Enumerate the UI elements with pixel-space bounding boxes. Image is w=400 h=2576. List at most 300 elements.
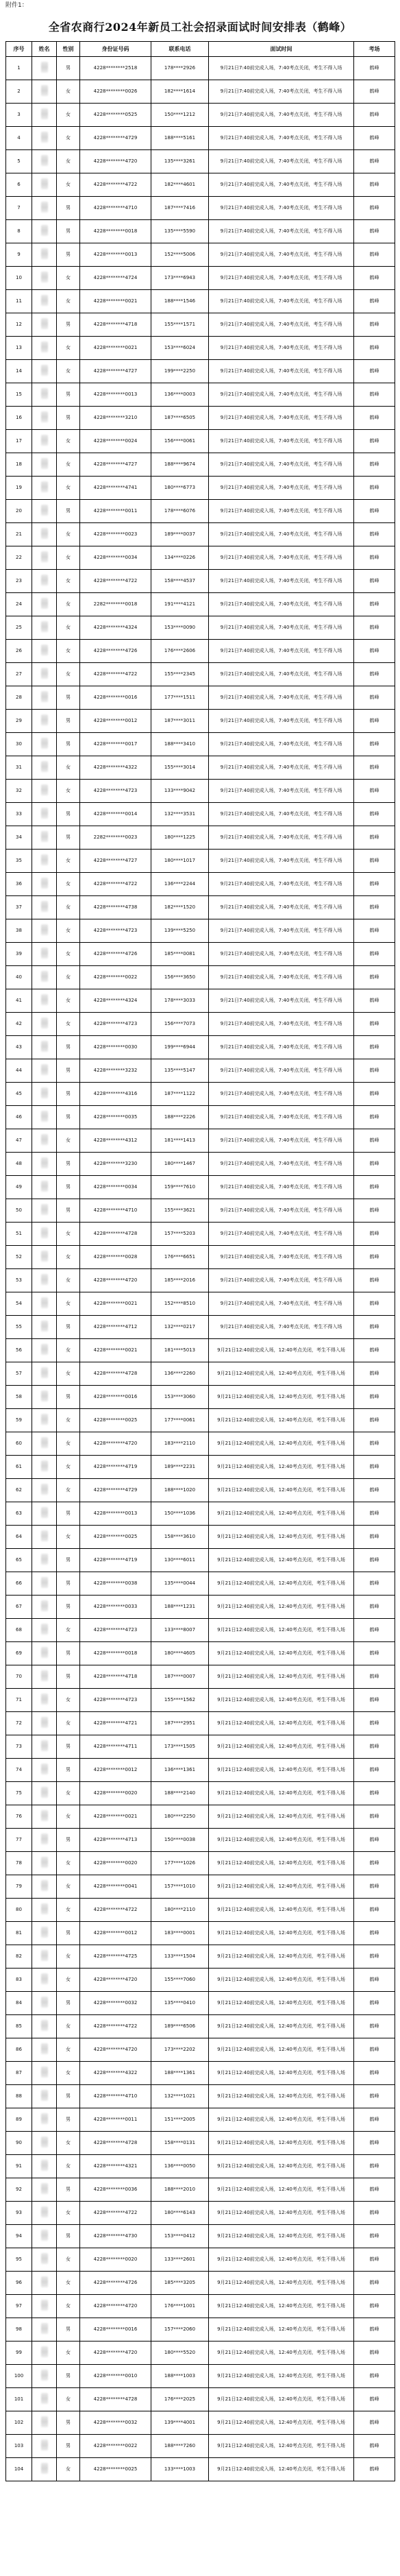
redacted-name-blur xyxy=(41,1414,48,1425)
row-phone: 156****7073 xyxy=(151,1013,209,1036)
redacted-name-blur xyxy=(41,435,48,446)
row-gender: 女 xyxy=(57,2038,80,2062)
row-venue: 鹤峰 xyxy=(354,686,395,710)
row-number: 5 xyxy=(6,150,32,173)
row-number: 16 xyxy=(6,407,32,430)
row-phone: 181****1413 xyxy=(151,1129,209,1153)
row-interview-time: 9月21日7:40前完成入场，7:40考点关闭，考生不得入场 xyxy=(209,780,354,803)
row-gender: 女 xyxy=(57,1362,80,1386)
row-phone: 136****2260 xyxy=(151,1362,209,1386)
row-gender: 女 xyxy=(57,919,80,943)
row-gender: 女 xyxy=(57,1339,80,1362)
row-name xyxy=(32,57,57,80)
row-interview-time: 9月21日12:40前完成入场，12:40考点关闭，考生不得入场 xyxy=(209,1479,354,1502)
row-name xyxy=(32,1875,57,1899)
row-interview-time: 9月21日12:40前完成入场，12:40考点关闭，考生不得入场 xyxy=(209,1409,354,1432)
row-interview-time: 9月21日12:40前完成入场，12:40考点关闭，考生不得入场 xyxy=(209,2085,354,2108)
row-venue: 鹤峰 xyxy=(354,1316,395,1339)
row-name xyxy=(32,616,57,640)
row-gender: 女 xyxy=(57,1479,80,1502)
row-phone: 135****0410 xyxy=(151,1992,209,2015)
table-row xyxy=(6,1316,395,1339)
row-id-number: 4228********4726 xyxy=(80,943,151,966)
row-gender: 男 xyxy=(57,2365,80,2388)
row-gender: 女 xyxy=(57,1852,80,1875)
redacted-name-blur xyxy=(41,948,48,959)
row-number: 53 xyxy=(6,1269,32,1292)
row-interview-time: 9月21日7:40前完成入场，7:40考点关闭，考生不得入场 xyxy=(209,383,354,407)
row-gender: 男 xyxy=(57,1642,80,1665)
table-row xyxy=(6,313,395,337)
row-number: 68 xyxy=(6,1619,32,1642)
row-name xyxy=(32,1176,57,1199)
row-venue: 鹤峰 xyxy=(354,2108,395,2132)
row-id-number: 4228********0022 xyxy=(80,966,151,989)
row-number: 9 xyxy=(6,243,32,267)
header-number: 序号 xyxy=(6,42,32,57)
row-number: 82 xyxy=(6,1945,32,1969)
row-name xyxy=(32,2318,57,2342)
table-row xyxy=(6,1013,395,1036)
row-venue: 鹤峰 xyxy=(354,896,395,919)
row-interview-time: 9月21日12:40前完成入场，12:40考点关闭，考生不得入场 xyxy=(209,2132,354,2155)
row-venue: 鹤峰 xyxy=(354,2085,395,2108)
row-phone: 132****3531 xyxy=(151,803,209,826)
row-phone: 188****1020 xyxy=(151,1479,209,1502)
row-name xyxy=(32,943,57,966)
row-id-number: 4228********0025 xyxy=(80,1409,151,1432)
row-venue: 鹤峰 xyxy=(354,640,395,663)
row-number: 91 xyxy=(6,2155,32,2178)
row-id-number: 4228********4728 xyxy=(80,2132,151,2155)
row-phone: 187****2951 xyxy=(151,1712,209,1735)
row-venue: 鹤峰 xyxy=(354,1409,395,1432)
row-name xyxy=(32,1596,57,1619)
redacted-name-blur xyxy=(41,1903,48,1914)
row-name xyxy=(32,1642,57,1665)
table-row xyxy=(6,1596,395,1619)
row-id-number: 2282********0018 xyxy=(80,593,151,616)
row-name xyxy=(32,2038,57,2062)
table-row xyxy=(6,2388,395,2411)
row-interview-time: 9月21日12:40前完成入场，12:40考点关闭，考生不得入场 xyxy=(209,1689,354,1712)
row-id-number: 4228********4710 xyxy=(80,2085,151,2108)
row-gender: 男 xyxy=(57,826,80,850)
row-id-number: 4228********4723 xyxy=(80,919,151,943)
row-name xyxy=(32,1246,57,1269)
row-phone: 188****1546 xyxy=(151,290,209,313)
row-name xyxy=(32,1549,57,1572)
row-gender: 女 xyxy=(57,780,80,803)
row-phone: 180****2110 xyxy=(151,1899,209,1922)
row-venue: 鹤峰 xyxy=(354,1992,395,2015)
row-gender: 男 xyxy=(57,1316,80,1339)
row-interview-time: 9月21日12:40前完成入场，12:40考点关闭，考生不得入场 xyxy=(209,1875,354,1899)
row-venue: 鹤峰 xyxy=(354,1339,395,1362)
table-row xyxy=(6,1992,395,2015)
row-interview-time: 9月21日12:40前完成入场，12:40考点关闭，考生不得入场 xyxy=(209,2062,354,2085)
row-phone: 188****2140 xyxy=(151,1782,209,1805)
row-interview-time: 9月21日7:40前完成入场，7:40考点关闭，考生不得入场 xyxy=(209,756,354,780)
row-venue: 鹤峰 xyxy=(354,1246,395,1269)
row-gender: 男 xyxy=(57,1153,80,1176)
redacted-name-blur xyxy=(41,1857,48,1868)
row-interview-time: 9月21日7:40前完成入场，7:40考点关闭，考生不得入场 xyxy=(209,1129,354,1153)
redacted-name-blur xyxy=(41,2346,48,2357)
row-id-number: 4228********4720 xyxy=(80,2295,151,2318)
table-row xyxy=(6,943,395,966)
row-venue: 鹤峰 xyxy=(354,1899,395,1922)
row-gender: 男 xyxy=(57,1572,80,1596)
row-venue: 鹤峰 xyxy=(354,57,395,80)
row-venue: 鹤峰 xyxy=(354,1665,395,1689)
row-id-number: 4228********0034 xyxy=(80,1176,151,1199)
redacted-name-blur xyxy=(41,481,48,492)
redacted-name-blur xyxy=(41,1460,48,1471)
row-number: 45 xyxy=(6,1083,32,1106)
redacted-name-blur xyxy=(41,2160,48,2171)
redacted-name-blur xyxy=(41,551,48,562)
row-gender: 女 xyxy=(57,1223,80,1246)
redacted-name-blur xyxy=(41,248,48,259)
row-interview-time: 9月21日12:40前完成入场，12:40考点关闭，考生不得入场 xyxy=(209,1526,354,1549)
row-id-number: 4228********4728 xyxy=(80,2388,151,2411)
row-number: 40 xyxy=(6,966,32,989)
row-interview-time: 9月21日12:40前完成入场，12:40考点关闭，考生不得入场 xyxy=(209,2295,354,2318)
row-id-number: 4228********4711 xyxy=(80,1735,151,1759)
row-id-number: 4228********4324 xyxy=(80,616,151,640)
redacted-name-blur xyxy=(41,2253,48,2264)
row-venue: 鹤峰 xyxy=(354,313,395,337)
row-gender: 女 xyxy=(57,1689,80,1712)
row-phone: 153****0090 xyxy=(151,616,209,640)
redacted-name-blur xyxy=(41,1554,48,1565)
row-venue: 鹤峰 xyxy=(354,1362,395,1386)
redacted-name-blur xyxy=(41,1041,48,1052)
row-number: 39 xyxy=(6,943,32,966)
row-interview-time: 9月21日12:40前完成入场，12:40考点关闭，考生不得入场 xyxy=(209,1759,354,1782)
row-name xyxy=(32,570,57,593)
row-number: 78 xyxy=(6,1852,32,1875)
row-phone: 178****3033 xyxy=(151,989,209,1013)
row-gender: 女 xyxy=(57,1129,80,1153)
table-row xyxy=(6,1269,395,1292)
row-interview-time: 9月21日12:40前完成入场，12:40考点关闭，考生不得入场 xyxy=(209,1899,354,1922)
row-venue: 鹤峰 xyxy=(354,1852,395,1875)
row-id-number: 2282********0023 xyxy=(80,826,151,850)
redacted-name-blur xyxy=(41,2113,48,2124)
row-number: 62 xyxy=(6,1479,32,1502)
table-row xyxy=(6,1176,395,1199)
row-interview-time: 9月21日12:40前完成入场，12:40考点关闭，考生不得入场 xyxy=(209,1969,354,1992)
row-id-number: 4228********4722 xyxy=(80,663,151,686)
table-row xyxy=(6,1619,395,1642)
row-gender: 女 xyxy=(57,2388,80,2411)
row-venue: 鹤峰 xyxy=(354,1922,395,1945)
redacted-name-blur xyxy=(41,411,48,422)
row-interview-time: 9月21日7:40前完成入场，7:40考点关闭，考生不得入场 xyxy=(209,1106,354,1129)
row-id-number: 4228********0011 xyxy=(80,500,151,523)
redacted-name-blur xyxy=(41,808,48,819)
row-id-number: 4228********0012 xyxy=(80,710,151,733)
row-id-number: 4228********4727 xyxy=(80,360,151,383)
redacted-name-blur xyxy=(41,458,48,469)
row-name xyxy=(32,1083,57,1106)
row-venue: 鹤峰 xyxy=(354,616,395,640)
row-id-number: 4228********4322 xyxy=(80,2062,151,2085)
row-interview-time: 9月21日12:40前完成入场，12:40考点关闭，考生不得入场 xyxy=(209,2225,354,2248)
row-interview-time: 9月21日7:40前完成入场，7:40考点关闭，考生不得入场 xyxy=(209,80,354,104)
row-phone: 132****0217 xyxy=(151,1316,209,1339)
row-phone: 177****1026 xyxy=(151,1852,209,1875)
row-phone: 156****0061 xyxy=(151,430,209,453)
row-id-number: 4228********4722 xyxy=(80,173,151,197)
row-id-number: 4228********4722 xyxy=(80,873,151,896)
row-interview-time: 9月21日7:40前完成入场，7:40考点关闭，考生不得入场 xyxy=(209,896,354,919)
row-id-number: 4228********4741 xyxy=(80,477,151,500)
row-name xyxy=(32,1526,57,1549)
table-row xyxy=(6,2365,395,2388)
row-id-number: 4228********4722 xyxy=(80,570,151,593)
row-gender: 男 xyxy=(57,733,80,756)
row-id-number: 4228********0525 xyxy=(80,104,151,127)
row-phone: 133****9042 xyxy=(151,780,209,803)
row-venue: 鹤峰 xyxy=(354,1572,395,1596)
table-row xyxy=(6,1572,395,1596)
row-gender: 女 xyxy=(57,1432,80,1456)
row-id-number: 4228********4720 xyxy=(80,1432,151,1456)
table-row xyxy=(6,2062,395,2085)
row-number: 8 xyxy=(6,220,32,243)
table-row xyxy=(6,2132,395,2155)
redacted-name-blur xyxy=(41,2370,48,2381)
row-gender: 男 xyxy=(57,2108,80,2132)
row-number: 69 xyxy=(6,1642,32,1665)
row-venue: 鹤峰 xyxy=(354,2062,395,2085)
row-venue: 鹤峰 xyxy=(354,2202,395,2225)
row-interview-time: 9月21日7:40前完成入场，7:40考点关闭，考生不得入场 xyxy=(209,290,354,313)
redacted-name-blur xyxy=(41,1624,48,1635)
row-venue: 鹤峰 xyxy=(354,337,395,360)
row-interview-time: 9月21日12:40前完成入场，12:40考点关闭，考生不得入场 xyxy=(209,2108,354,2132)
row-venue: 鹤峰 xyxy=(354,1013,395,1036)
row-gender: 男 xyxy=(57,1549,80,1572)
row-id-number: 4228********4710 xyxy=(80,197,151,220)
row-gender: 女 xyxy=(57,663,80,686)
table-row xyxy=(6,1036,395,1059)
document-title: 全省农商行2024年新员工社会招录面试时间安排表（鹤峰） xyxy=(48,21,352,34)
header-gender: 性别 xyxy=(57,42,80,57)
row-gender: 女 xyxy=(57,2155,80,2178)
row-gender: 女 xyxy=(57,430,80,453)
row-gender: 男 xyxy=(57,1036,80,1059)
row-interview-time: 9月21日12:40前完成入场，12:40考点关闭，考生不得入场 xyxy=(209,1922,354,1945)
redacted-name-blur xyxy=(41,2043,48,2054)
row-phone: 182****1614 xyxy=(151,80,209,104)
table-row xyxy=(6,756,395,780)
row-venue: 鹤峰 xyxy=(354,1596,395,1619)
row-name xyxy=(32,2248,57,2272)
row-venue: 鹤峰 xyxy=(354,919,395,943)
row-phone: 187****1122 xyxy=(151,1083,209,1106)
table-row xyxy=(6,1712,395,1735)
redacted-name-blur xyxy=(41,1087,48,1098)
row-interview-time: 9月21日7:40前完成入场，7:40考点关闭，考生不得入场 xyxy=(209,1223,354,1246)
row-id-number: 4228********4720 xyxy=(80,150,151,173)
row-phone: 133****2601 xyxy=(151,2248,209,2272)
row-gender: 女 xyxy=(57,80,80,104)
row-number: 61 xyxy=(6,1456,32,1479)
row-gender: 女 xyxy=(57,1409,80,1432)
redacted-name-blur xyxy=(41,2393,48,2404)
row-phone: 153****0412 xyxy=(151,2225,209,2248)
row-gender: 女 xyxy=(57,2132,80,2155)
row-name xyxy=(32,1922,57,1945)
row-phone: 152****8510 xyxy=(151,1292,209,1316)
row-number: 11 xyxy=(6,290,32,313)
row-interview-time: 9月21日7:40前完成入场，7:40考点关闭，考生不得入场 xyxy=(209,803,354,826)
table-row xyxy=(6,1875,395,1899)
row-gender: 女 xyxy=(57,640,80,663)
row-phone: 187****7416 xyxy=(151,197,209,220)
row-name xyxy=(32,127,57,150)
row-phone: 188****1003 xyxy=(151,2365,209,2388)
row-phone: 185****0081 xyxy=(151,943,209,966)
row-phone: 139****5250 xyxy=(151,919,209,943)
row-name xyxy=(32,2225,57,2248)
row-number: 36 xyxy=(6,873,32,896)
row-number: 1 xyxy=(6,57,32,80)
table-row xyxy=(6,2155,395,2178)
redacted-name-blur xyxy=(41,1833,48,1844)
row-gender: 男 xyxy=(57,1386,80,1409)
row-phone: 181****5013 xyxy=(151,1339,209,1362)
row-gender: 男 xyxy=(57,1596,80,1619)
row-venue: 鹤峰 xyxy=(354,1153,395,1176)
row-gender: 女 xyxy=(57,850,80,873)
table-row xyxy=(6,1899,395,1922)
table-row xyxy=(6,1339,395,1362)
row-number: 46 xyxy=(6,1106,32,1129)
row-number: 59 xyxy=(6,1409,32,1432)
row-phone: 173****6943 xyxy=(151,267,209,290)
row-interview-time: 9月21日7:40前完成入场，7:40考点关闭，考生不得入场 xyxy=(209,966,354,989)
row-gender: 女 xyxy=(57,290,80,313)
redacted-name-blur xyxy=(41,854,48,865)
table-row xyxy=(6,710,395,733)
row-phone: 183****2110 xyxy=(151,1432,209,1456)
table-row xyxy=(6,1759,395,1782)
redacted-name-blur xyxy=(41,1181,48,1192)
row-phone: 155****3014 xyxy=(151,756,209,780)
row-number: 89 xyxy=(6,2108,32,2132)
redacted-name-blur xyxy=(41,1157,48,1168)
row-name xyxy=(32,1689,57,1712)
row-id-number: 4228********4324 xyxy=(80,989,151,1013)
row-id-number: 4228********0023 xyxy=(80,523,151,546)
row-interview-time: 9月21日7:40前完成入场，7:40考点关闭，考生不得入场 xyxy=(209,640,354,663)
row-phone: 136****2244 xyxy=(151,873,209,896)
row-id-number: 4228********4722 xyxy=(80,2015,151,2038)
row-gender: 男 xyxy=(57,2318,80,2342)
row-number: 21 xyxy=(6,523,32,546)
table-row xyxy=(6,1199,395,1223)
row-name xyxy=(32,733,57,756)
row-name xyxy=(32,2085,57,2108)
table-row xyxy=(6,1106,395,1129)
row-id-number: 4228********0021 xyxy=(80,1805,151,1829)
row-phone: 180****6143 xyxy=(151,2202,209,2225)
row-interview-time: 9月21日7:40前完成入场，7:40考点关闭，考生不得入场 xyxy=(209,1292,354,1316)
row-venue: 鹤峰 xyxy=(354,1829,395,1852)
row-number: 37 xyxy=(6,896,32,919)
row-id-number: 4228********4729 xyxy=(80,1479,151,1502)
row-name xyxy=(32,1409,57,1432)
table-row xyxy=(6,2411,395,2435)
table-row xyxy=(6,1292,395,1316)
row-venue: 鹤峰 xyxy=(354,453,395,477)
redacted-name-blur xyxy=(41,1927,48,1938)
row-phone: 188****1361 xyxy=(151,2062,209,2085)
row-phone: 152****5006 xyxy=(151,243,209,267)
row-phone: 180****2250 xyxy=(151,1805,209,1829)
row-gender: 男 xyxy=(57,383,80,407)
row-phone: 155****1571 xyxy=(151,313,209,337)
row-phone: 136****1361 xyxy=(151,1759,209,1782)
row-id-number: 4228********4720 xyxy=(80,1269,151,1292)
row-gender: 女 xyxy=(57,593,80,616)
row-number: 49 xyxy=(6,1176,32,1199)
row-number: 97 xyxy=(6,2295,32,2318)
table-row xyxy=(6,150,395,173)
row-name xyxy=(32,104,57,127)
row-id-number: 4228********4316 xyxy=(80,1083,151,1106)
row-venue: 鹤峰 xyxy=(354,430,395,453)
row-venue: 鹤峰 xyxy=(354,2388,395,2411)
row-number: 83 xyxy=(6,1969,32,1992)
row-id-number: 4228********0018 xyxy=(80,220,151,243)
row-id-number: 4228********4719 xyxy=(80,1456,151,1479)
row-name xyxy=(32,2458,57,2481)
table-row xyxy=(6,2318,395,2342)
row-id-number: 4228********4712 xyxy=(80,1316,151,1339)
row-name xyxy=(32,1292,57,1316)
row-number: 55 xyxy=(6,1316,32,1339)
row-number: 47 xyxy=(6,1129,32,1153)
row-name xyxy=(32,756,57,780)
row-id-number: 4228********0024 xyxy=(80,430,151,453)
row-id-number: 4228********4720 xyxy=(80,2342,151,2365)
row-id-number: 4228********0021 xyxy=(80,290,151,313)
row-gender: 男 xyxy=(57,2178,80,2202)
row-number: 56 xyxy=(6,1339,32,1362)
row-name xyxy=(32,919,57,943)
row-venue: 鹤峰 xyxy=(354,1805,395,1829)
row-venue: 鹤峰 xyxy=(354,2295,395,2318)
row-interview-time: 9月21日7:40前完成入场，7:40考点关闭，考生不得入场 xyxy=(209,663,354,686)
row-name xyxy=(32,1502,57,1526)
table-row xyxy=(6,197,395,220)
row-phone: 180****1225 xyxy=(151,826,209,850)
table-row xyxy=(6,663,395,686)
redacted-name-blur xyxy=(41,1530,48,1541)
row-id-number: 4228********4321 xyxy=(80,2155,151,2178)
redacted-name-blur xyxy=(41,365,48,376)
row-phone: 183****0001 xyxy=(151,1922,209,1945)
row-gender: 男 xyxy=(57,1992,80,2015)
row-venue: 鹤峰 xyxy=(354,570,395,593)
row-gender: 女 xyxy=(57,1619,80,1642)
